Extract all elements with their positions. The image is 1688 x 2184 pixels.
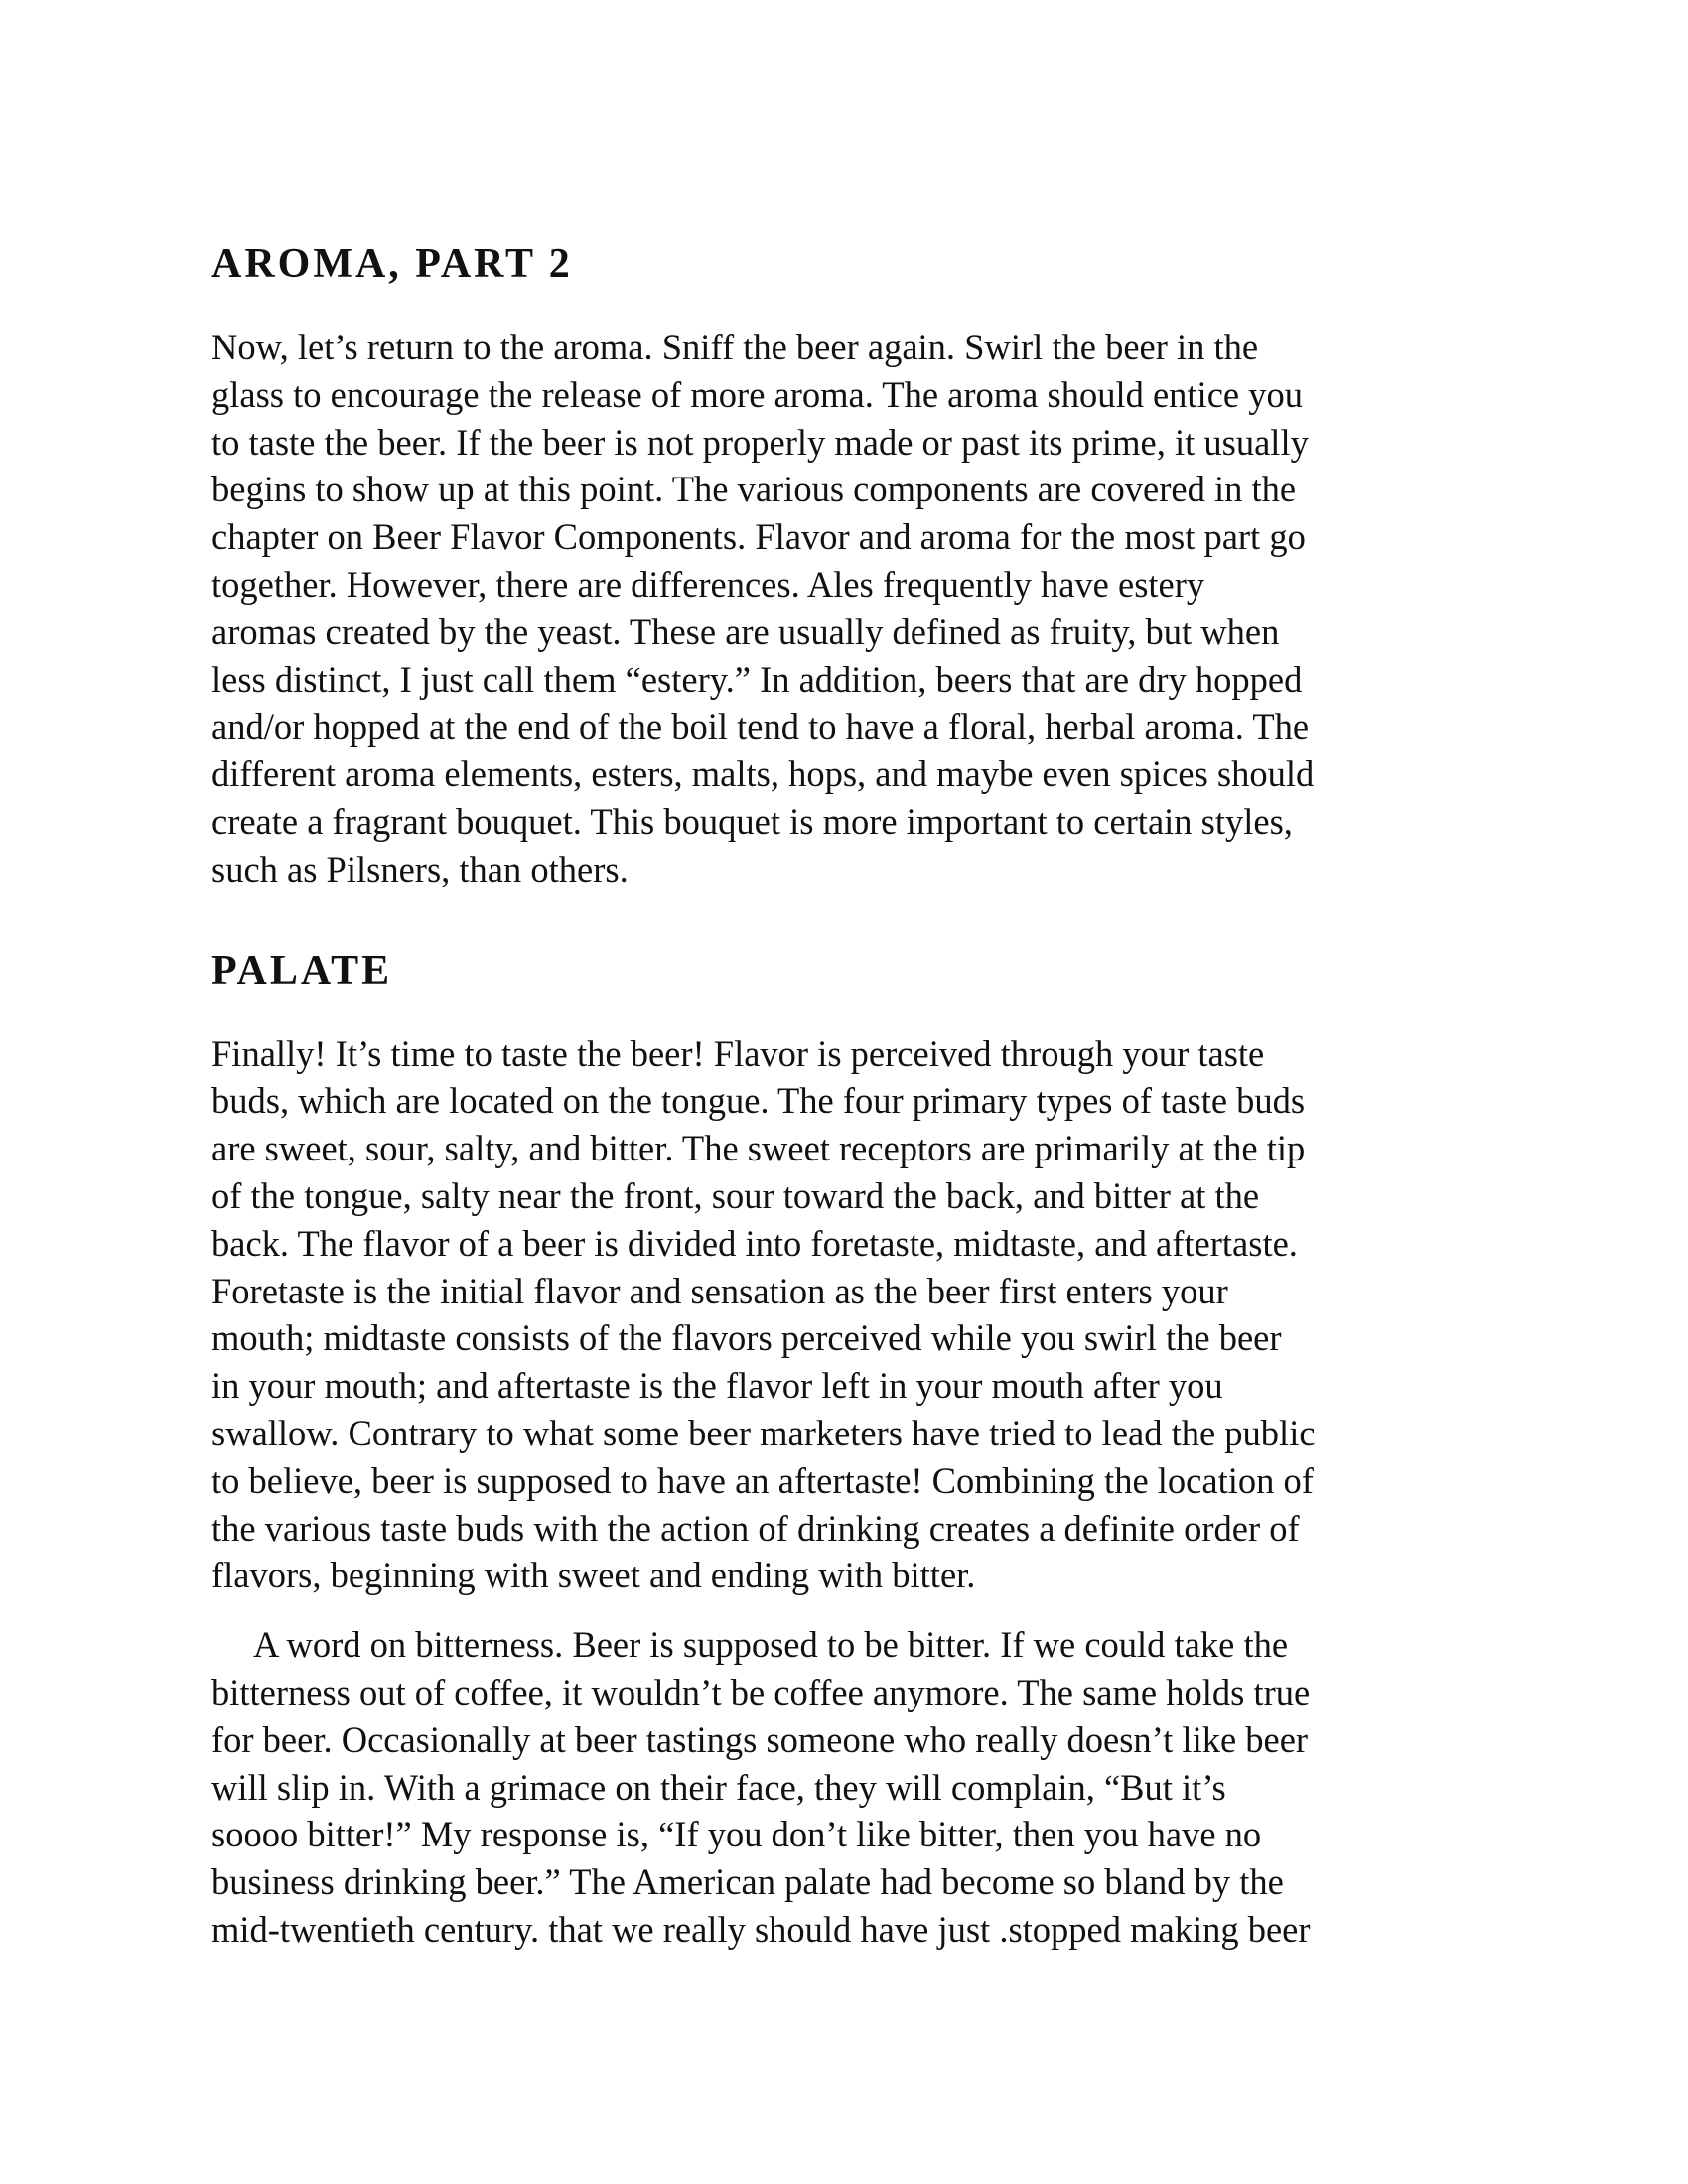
text-line: of the tongue, salty near the front, sour toward the back, and bitter at the — [211, 1174, 1260, 1216]
text-line: aromas created by the yeast. These are usually defined as fruity, but when — [211, 611, 1280, 652]
text-line: create a fragrant bouquet. This bouquet is more important to certain styles, — [211, 800, 1293, 842]
text-line: mouth; midtaste consists of the flavors perceived while you swirl the beer — [211, 1317, 1282, 1359]
text-line: glass to encourage the release of more aroma. The aroma should entice you — [211, 373, 1303, 415]
text-line: to believe, beer is supposed to have an aftertaste! Combining the location of — [211, 1459, 1314, 1501]
text-line: soooo bitter!” My response is, “If you don’t like bitter, then you have no — [211, 1814, 1262, 1855]
text-line: Now, let’s return to the aroma. Sniff the beer again. Swirl the beer in the — [211, 327, 1259, 367]
text-line: flavors, beginning with sweet and ending with bitter. — [211, 1555, 976, 1596]
text-line: Foretaste is the initial flavor and sensation as the beer first enters your — [211, 1270, 1228, 1311]
text-line: Finally! It’s time to taste the beer! Flavor is perceived through your taste — [211, 1032, 1265, 1074]
text-line: mid-twentieth century. that we really should have just .stopped making beer — [211, 1908, 1311, 1950]
text-line: buds, which are located on the tongue. The four primary types of taste buds — [211, 1080, 1306, 1122]
text-line: begins to show up at this point. The various components are covered in the — [211, 469, 1297, 510]
text-line: business drinking beer.” The American palate had become so bland by the — [211, 1861, 1284, 1903]
paragraph-palate — [211, 1030, 1492, 1600]
text-line: A word on bitterness. Beer is supposed to be bitter. If we could take the — [253, 1624, 1289, 1666]
text-line: less distinct, I just call them “estery.” In addition, beers that are dry hopped — [211, 658, 1303, 700]
section-heading-aroma-part-2: AROMA, PART 2 — [211, 241, 573, 287]
text-line: to taste the beer. If the beer is not properly made or past its prime, it usually — [211, 421, 1309, 463]
text-line: for beer. Occasionally at beer tastings someone who really doesn’t like beer — [211, 1718, 1309, 1760]
text-line: bitterness out of coffee, it wouldn’t be coffee anymore. The same holds true — [211, 1671, 1311, 1712]
text-line: the various taste buds with the action of drinking creates a definite order of — [211, 1507, 1300, 1549]
section-heading-palate: PALATE — [211, 947, 393, 994]
paragraph-aroma — [211, 324, 1492, 893]
text-line: will slip in. With a grimace on their face, they will complain, “But it’s — [211, 1766, 1226, 1808]
text-line: in your mouth; and aftertaste is the flavor left in your mouth after you — [211, 1365, 1223, 1407]
text-line: swallow. Contrary to what some beer marketers have tried to lead the public — [211, 1412, 1316, 1453]
text-line: back. The flavor of a beer is divided into foretaste, midtaste, and aftertaste. — [211, 1222, 1298, 1264]
text-line: and/or hopped at the end of the boil tend to have a floral, herbal aroma. The — [211, 706, 1310, 748]
text-line: different aroma elements, esters, malts, hops, and maybe even spices should — [211, 753, 1315, 795]
document-page — [211, 234, 1492, 1954]
text-line: together. However, there are differences. Ales frequently have estery — [211, 563, 1205, 605]
text-line: chapter on Beer Flavor Components. Flavor and aroma for the most part go — [211, 516, 1306, 558]
text-line: are sweet, sour, salty, and bitter. The sweet receptors are primarily at the tip — [211, 1128, 1306, 1169]
paragraph-bitterness — [211, 1621, 1492, 1954]
text-line: such as Pilsners, than others. — [211, 848, 629, 889]
